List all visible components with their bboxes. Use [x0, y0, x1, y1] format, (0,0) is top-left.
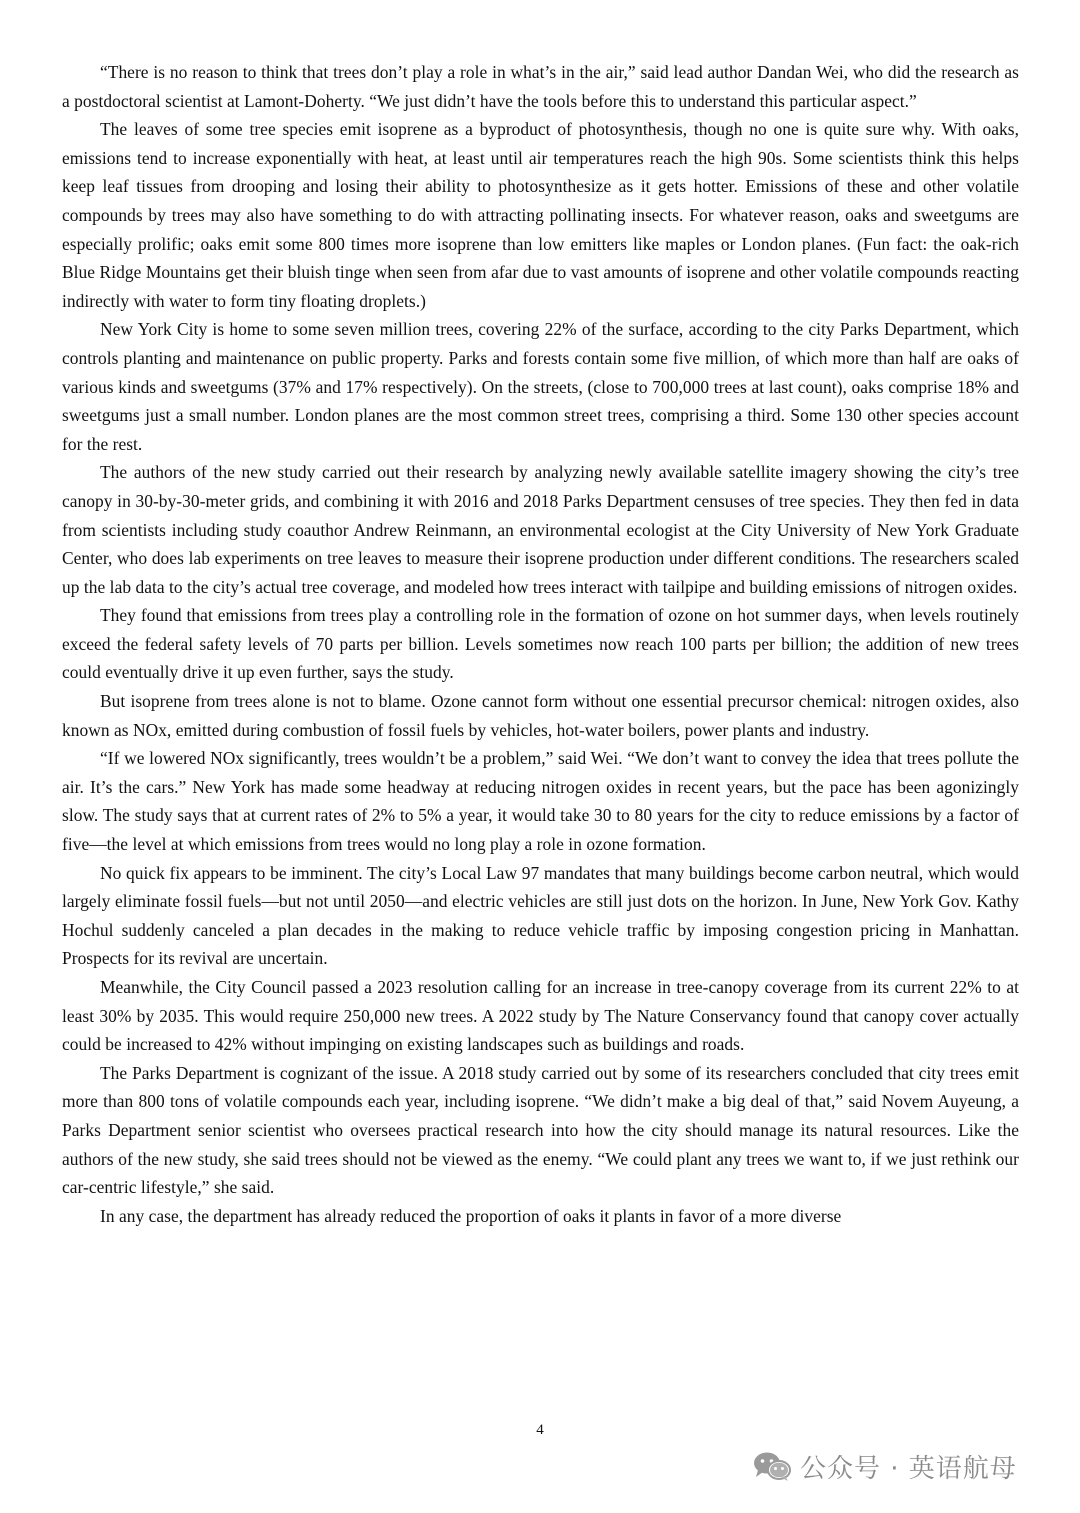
paragraph-9: Meanwhile, the City Council passed a 2023 resolution calling for an increase in tree-canopy coverage from its current 22% to at least 30% by 2035. This would require 250,000 new trees. A 2022 study by The Nature Conservancy found that canopy cover actually could be increased to 42% without impinging on existing landscapes such as buildings and roads.	[62, 977, 1019, 1055]
paragraph-6: But isoprene from trees alone is not to blame. Ozone cannot form without one essential precursor chemical: nitrogen oxides, also known as NOx, emitted during combustion of fossil fuels by vehicles, hot-water boilers, power plants and industry.	[62, 691, 1019, 740]
paragraph-7: “If we lowered NOx significantly, trees wouldn’t be a problem,” said Wei. “We don’t want to convey the idea that trees pollute the air. It’s the cars.” New York has made some headway at reducing nitrogen oxides in recent years, but the pace has been agonizingly slow. The study says that at current rates of 2% to 5% a year, it would take 30 to 80 years for the city to reduce emissions by a factor of five—the level at which emissions from trees would no long play a role in ozone formation.	[62, 748, 1019, 855]
paragraph-11: In any case, the department has already reduced the proportion of oaks it plants in favor of a more diverse	[100, 1205, 842, 1226]
watermark-text: 公众号 · 英语航母	[800, 1453, 1017, 1484]
wechat-icon	[752, 1450, 792, 1482]
paragraph-5: They found that emissions from trees play a controlling role in the formation of ozone on hot summer days, when levels routinely exceed the federal safety levels of 70 parts per billion. Levels sometimes now reach 100 parts per billion; the addition of new trees could eventually drive it up even further, says the study.	[62, 605, 1019, 683]
paragraph-1: “There is no reason to think that trees don’t play a role in what’s in the air,” said lead author Dandan Wei, who did the research as a postdoctoral scientist at Lamont-Doherty. “We just didn’t have the tools before this to understand this particular aspect.”	[62, 62, 1019, 111]
paragraph-4: The authors of the new study carried out their research by analyzing newly available satellite imagery showing the city’s tree canopy in 30-by-30-meter grids, and combining it with 2016 and 2018 Parks Department censuses of tree species. They then fed in data from scientists including study coauthor Andrew Reinmann, an environmental ecologist at the City University of New York Graduate Center, who does lab experiments on tree leaves to measure their isoprene production under different conditions. The researchers scaled up the lab data to the city’s actual tree coverage, and modeled how trees interact with tailpipe and building emissions of nitrogen oxides.	[62, 462, 1019, 597]
document-page	[62, 58, 1019, 1230]
page-number: 4	[536, 1422, 544, 1438]
watermark	[752, 1448, 1017, 1484]
paragraph-3: New York City is home to some seven million trees, covering 22% of the surface, according to the city Parks Department, which controls planting and maintenance on public property. Parks and forests contain some five million, of which more than half are oaks of various kinds and sweetgums (37% and 17% respectively). On the streets, (close to 700,000 trees at last count), oaks comprise 18% and sweetgums just a small number. London planes are the most common street trees, comprising a third. Some 130 other species account for the rest.	[62, 319, 1019, 454]
paragraph-8: No quick fix appears to be imminent. The city’s Local Law 97 mandates that many buildings become carbon neutral, which would largely eliminate fossil fuels—but not until 2050—and electric vehicles are still just dots on the horizon. In June, New York Gov. Kathy Hochul suddenly canceled a plan decades in the making to reduce vehicle traffic by imposing congestion pricing in Manhattan. Prospects for its revival are uncertain.	[62, 862, 1019, 969]
paragraph-10: The Parks Department is cognizant of the issue. A 2018 study carried out by some of its researchers concluded that city trees emit more than 800 tons of volatile compounds each year, including isoprene. “We didn’t make a big deal of that,” said Novem Auyeung, a Parks Department senior scientist who oversees practical research into how the city should manage its natural resources. Like the authors of the new study, she said trees should not be viewed as the enemy. “We could plant any trees we want to, if we just rethink our car-centric lifestyle,” she said.	[62, 1062, 1019, 1198]
paragraph-2: The leaves of some tree species emit isoprene as a byproduct of photosynthesis, though no one is quite sure why. With oaks, emissions tend to increase exponentially with heat, at least until air temperatures reach the high 90s. Some scientists think this helps keep leaf tissues from drooping and losing their ability to photosynthesize as it gets hotter. Emissions of these and other volatile compounds by trees may also have something to do with attracting pollinating insects. For whatever reason, oaks and sweetgums are especially prolific; oaks emit some 800 times more isoprene than low emitters like maples or London planes. (Fun fact: the oak-rich Blue Ridge Mountains get their bluish tinge when seen from afar due to vast amounts of isoprene and other volatile compounds reacting indirectly with water to form tiny floating droplets.)	[62, 119, 1019, 311]
